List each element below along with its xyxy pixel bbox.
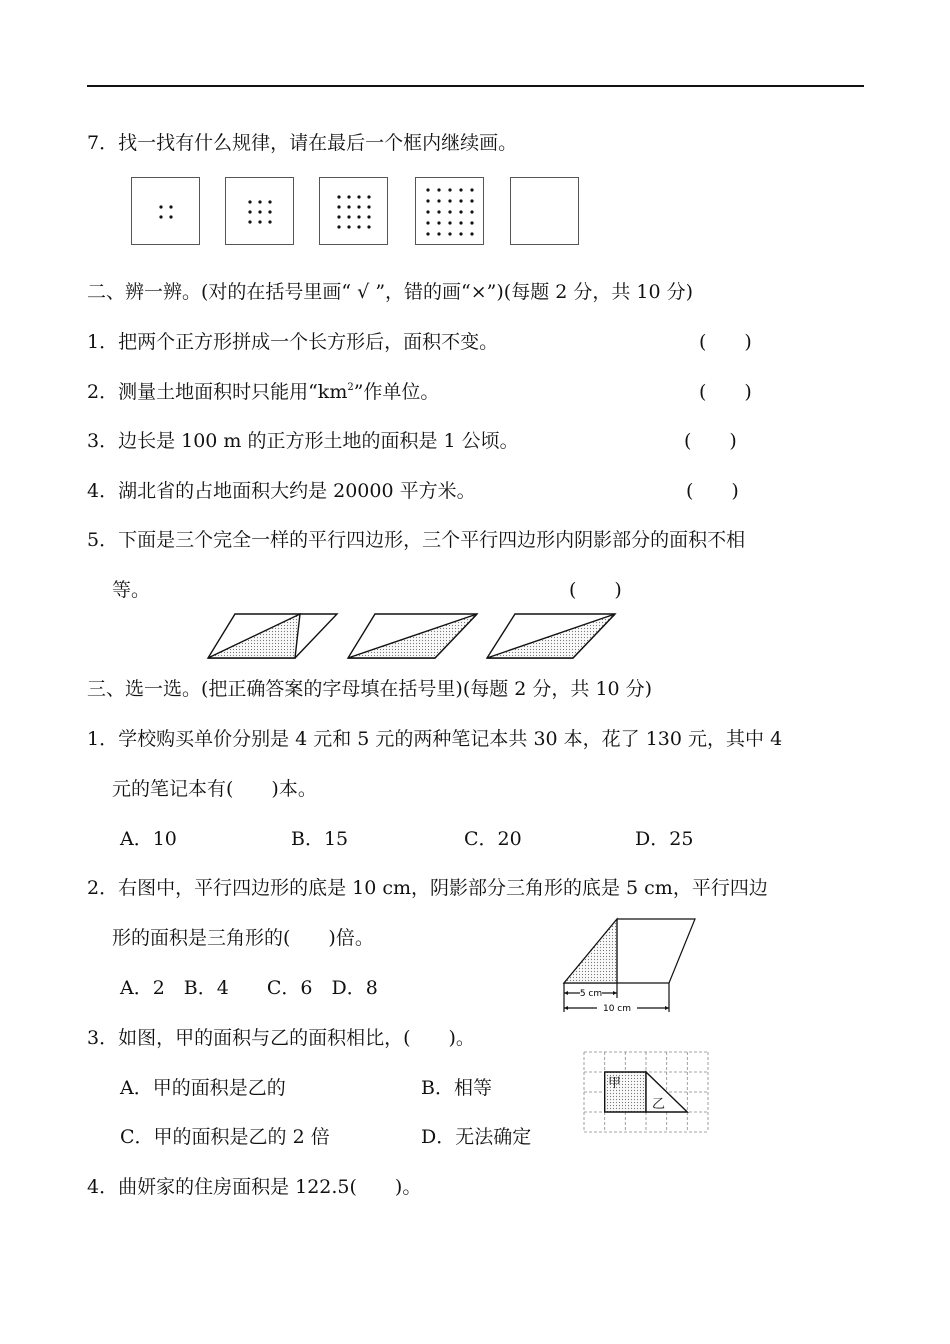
dot-box-3 [319, 177, 388, 245]
s3-q2-options[interactable]: A．2 B．4 C．6 D．8 [120, 977, 378, 999]
s3-q3-line1: 3．如图，甲的面积与乙的面积相比，( )。 [87, 1027, 475, 1049]
section3-heading: 三、选一选。(把正确答案的字母填在括号里)(每题 2 分，共 10 分) [87, 678, 653, 700]
s3-q4-line1: 4．曲妍家的住房面积是 122.5( )。 [87, 1176, 422, 1198]
parallelogram-2 [348, 614, 477, 658]
parallelograms-figure [205, 612, 620, 662]
dot-grid-2x2 [132, 178, 201, 246]
s3-q3-option-c[interactable]: C．甲的面积是乙的 2 倍 [120, 1126, 330, 1148]
dot-box-2 [225, 177, 294, 245]
s3-q3-option-d[interactable]: D．无法确定 [421, 1126, 532, 1148]
s3-q2-line1: 2．右图中，平行四边形的底是 10 cm，阴影部分三角形的底是 5 cm，平行四边 [87, 877, 768, 899]
s2-q5-text: 5．下面是三个完全一样的平行四边形，三个平行四边形内阴影部分的面积不相 [87, 529, 746, 551]
section2-heading: 二、辨一辨。(对的在括号里画“ √ ”，错的画“×”)(每题 2 分，共 10 分) [87, 281, 694, 303]
q3-grid-figure [582, 1050, 710, 1135]
s3-q1-line1: 1．学校购买单价分别是 4 元和 5 元的两种笔记本共 30 本，花了 130 元，其中 4 [87, 728, 783, 750]
s2-q2-text: 2．测量土地面积时只能用“$km^2$”作单位。 [87, 381, 440, 403]
parallelogram-1 [208, 614, 337, 658]
q2-parallelogram-figure [560, 916, 700, 1016]
q2-label-10cm: 10 cm [602, 1004, 632, 1014]
s2-q1-answer[interactable]: ( ) [699, 331, 752, 353]
s3-q1-line2: 元的笔记本有( )本。 [112, 778, 317, 800]
s2-q4-answer[interactable]: ( ) [686, 480, 739, 502]
dot-grid-5x5 [416, 178, 485, 246]
s2-q3-answer[interactable]: ( ) [684, 430, 737, 452]
s2-q5-text-cont: 等。 [112, 579, 151, 601]
s2-q1-text: 1．把两个正方形拼成一个长方形后，面积不变。 [87, 331, 499, 353]
s3-q1-option-d[interactable]: D．25 [635, 828, 694, 850]
s3-q1-option-b[interactable]: B．15 [291, 828, 349, 850]
dot-grid-3x3 [226, 178, 295, 246]
dot-box-4 [415, 177, 484, 245]
q2-shaded-triangle [564, 919, 617, 983]
q3-label-yi: 乙 [652, 1097, 666, 1112]
s3-q3-option-b[interactable]: B．相等 [421, 1077, 492, 1099]
s3-q3-option-a[interactable]: A．甲的面积是乙的 [120, 1077, 286, 1099]
q7-text: 7．找一找有什么规律，请在最后一个框内继续画。 [87, 132, 518, 154]
q3-label-jia: 甲 [608, 1076, 622, 1091]
s2-q5-answer[interactable]: ( ) [569, 579, 622, 601]
s2-q4-text: 4．湖北省的占地面积大约是 20000 平方米。 [87, 480, 476, 502]
q2-label-5cm: 5 cm [579, 989, 603, 999]
dot-box-empty[interactable] [510, 177, 579, 245]
s3-q1-option-c[interactable]: C．20 [464, 828, 522, 850]
s3-q1-option-a[interactable]: A．10 [120, 828, 177, 850]
s3-q2-line2: 形的面积是三角形的( )倍。 [112, 927, 374, 949]
parallelogram-3 [487, 614, 615, 658]
s2-q2-answer[interactable]: ( ) [699, 381, 752, 403]
top-rule [87, 85, 864, 87]
s2-q3-text: 3．边长是 100 m 的正方形土地的面积是 1 公顷。 [87, 430, 519, 452]
dot-box-1 [131, 177, 200, 245]
dot-grid-4x4 [320, 178, 389, 246]
